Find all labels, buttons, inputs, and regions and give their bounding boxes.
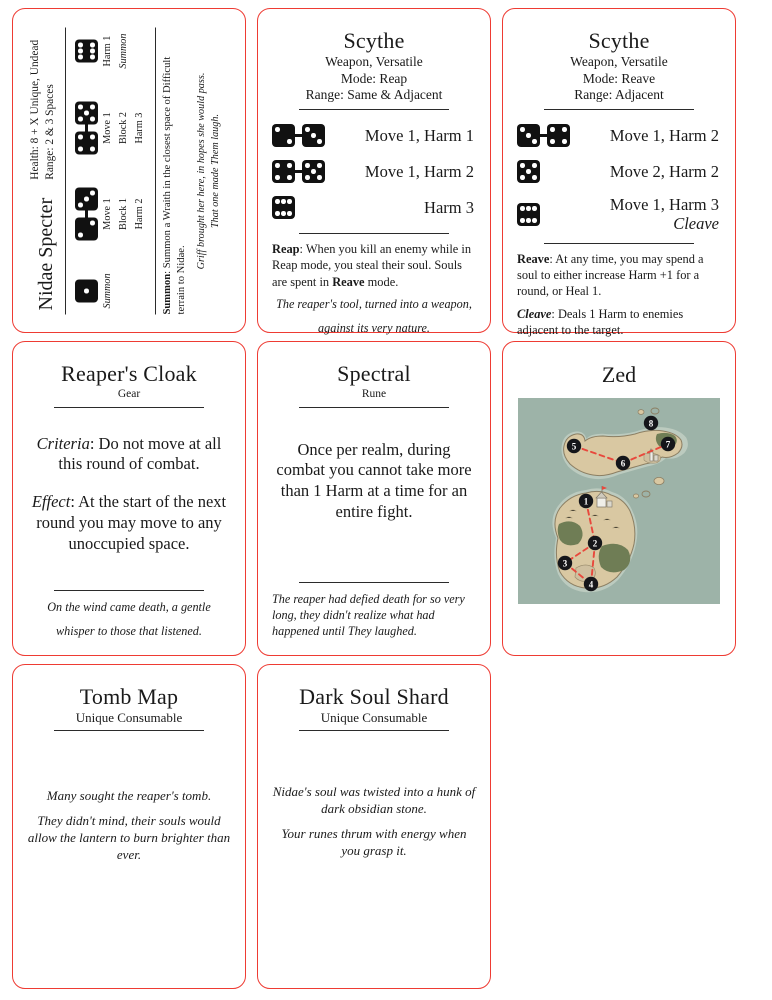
islet-ring bbox=[651, 408, 659, 414]
die-pip bbox=[78, 48, 83, 53]
layout-spacer bbox=[27, 863, 231, 978]
dice-column-6 bbox=[75, 33, 131, 68]
die-pip bbox=[305, 175, 310, 180]
die-pip bbox=[317, 175, 322, 180]
rules-divider bbox=[155, 27, 156, 314]
monster-name: Nidae Specter bbox=[35, 197, 57, 310]
die-group bbox=[75, 39, 98, 62]
die-group bbox=[517, 203, 603, 226]
die-pip bbox=[287, 199, 292, 204]
rules-divider bbox=[299, 233, 450, 234]
card-title: Spectral bbox=[337, 361, 411, 386]
die-pip bbox=[287, 163, 292, 168]
die-face-2 bbox=[75, 217, 98, 240]
rule-paragraph bbox=[27, 492, 231, 554]
flavor-line: Many sought the reaper's tomb. bbox=[46, 787, 212, 803]
rule-keyword: Effect bbox=[31, 492, 71, 512]
die-pip bbox=[90, 48, 95, 53]
die-pip bbox=[550, 127, 555, 132]
die-range-dash-icon bbox=[85, 124, 88, 131]
die-face-2 bbox=[272, 124, 295, 147]
die-pip bbox=[520, 218, 525, 223]
flavor-text bbox=[27, 787, 231, 864]
rotated-card-body bbox=[23, 19, 235, 322]
dice-result-label: Move 1 bbox=[101, 111, 113, 144]
die-pip bbox=[90, 42, 95, 47]
die-pip bbox=[78, 116, 83, 121]
dice-result-list bbox=[517, 124, 721, 233]
die-face-1 bbox=[75, 279, 98, 302]
die-face-3 bbox=[302, 124, 325, 147]
dice-result-label: Move 1, Harm 2 bbox=[609, 125, 719, 145]
die-pip bbox=[287, 139, 292, 144]
svg-text:8: 8 bbox=[648, 418, 654, 429]
die-pip bbox=[90, 104, 95, 109]
layout-spacer bbox=[272, 859, 476, 978]
die-face-5 bbox=[75, 101, 98, 124]
die-pip bbox=[562, 127, 567, 132]
rule-keyword: Reave bbox=[517, 252, 550, 267]
map-svg bbox=[518, 398, 720, 604]
monster-stats bbox=[27, 39, 59, 179]
die-pip bbox=[78, 54, 83, 59]
monster-ability bbox=[161, 27, 189, 314]
dice-column-2-3 bbox=[75, 187, 147, 240]
header-divider bbox=[54, 407, 205, 408]
die-pip bbox=[532, 206, 537, 211]
die-pip bbox=[526, 133, 531, 138]
monster-range-line: Range: 2 & 3 Spaces bbox=[44, 83, 57, 180]
flavor-line: They didn't mind, their souls would allow the lantern to burn brighter than ever. bbox=[27, 812, 231, 862]
rule-text-2: mode. bbox=[364, 274, 399, 289]
die-pip bbox=[281, 199, 286, 204]
die-face-6 bbox=[272, 196, 295, 219]
die-pip bbox=[78, 42, 83, 47]
die-pip bbox=[78, 146, 83, 151]
die-group bbox=[272, 160, 358, 183]
card-title: Reaper's Cloak bbox=[61, 361, 197, 386]
die-pip bbox=[275, 127, 280, 132]
card-rules bbox=[272, 440, 476, 540]
card-type-line: Weapon, Versatile bbox=[325, 53, 423, 69]
die-face-5 bbox=[302, 160, 325, 183]
rule-paragraph bbox=[517, 251, 721, 299]
die-pip bbox=[562, 139, 567, 144]
rule-text: : When you kill an enemy while in Reap mode, you steal their soul. Souls are spent in bbox=[272, 242, 472, 289]
rule-text: : Deals 1 Harm to enemies adjacent to the target. bbox=[517, 306, 684, 337]
dice-result-label: Harm 2 bbox=[134, 198, 146, 229]
map-marker-1[interactable] bbox=[579, 494, 593, 508]
die-pip bbox=[311, 133, 316, 138]
card-slot-empty bbox=[502, 664, 736, 989]
islet bbox=[654, 477, 664, 484]
dice-result-label: Harm 3 bbox=[134, 112, 146, 143]
die-face-5 bbox=[517, 160, 540, 183]
die-face-6 bbox=[517, 203, 540, 226]
die-range-dash-icon bbox=[295, 134, 302, 137]
rules-divider bbox=[544, 243, 695, 244]
header-divider bbox=[54, 730, 205, 731]
map-illustration[interactable] bbox=[518, 398, 720, 604]
rule-keyword: Reap bbox=[272, 242, 300, 257]
die-pip bbox=[281, 211, 286, 216]
header-divider bbox=[299, 109, 450, 110]
die-pip bbox=[84, 196, 89, 201]
rule-paragraph: Once per realm, during combat you cannot take more than 1 Harm at a time for an entire fight. bbox=[276, 439, 472, 521]
die-pip bbox=[526, 218, 531, 223]
monster-header bbox=[27, 27, 59, 314]
die-group bbox=[517, 124, 603, 147]
header-divider bbox=[544, 109, 695, 110]
dice-column-summon bbox=[75, 273, 114, 308]
svg-text:6: 6 bbox=[620, 458, 626, 469]
card-type-line: Weapon, Versatile bbox=[570, 53, 668, 69]
die-pip bbox=[90, 146, 95, 151]
card-title: Scythe bbox=[343, 28, 405, 53]
rule-text: : Do not move at all this round of combat. bbox=[58, 433, 222, 474]
die-pip bbox=[84, 288, 89, 293]
die-pip bbox=[520, 163, 525, 168]
dice-result-label: Move 1, Harm 1 bbox=[364, 125, 474, 145]
card-zed-map[interactable] bbox=[502, 341, 736, 656]
monster-dice-table bbox=[66, 27, 147, 314]
svg-text:5: 5 bbox=[571, 441, 577, 452]
dice-result-main: Move 1, Harm 3 bbox=[609, 195, 719, 215]
rule-keyword: Cleave bbox=[517, 306, 552, 321]
svg-text:4: 4 bbox=[588, 579, 594, 590]
die-pip bbox=[275, 199, 280, 204]
card-type-line: Unique Consumable bbox=[75, 709, 183, 725]
die-pip bbox=[532, 175, 537, 180]
die-range-dash-icon bbox=[295, 170, 302, 173]
flavor-text bbox=[195, 27, 223, 314]
die-pip bbox=[532, 218, 537, 223]
die-pip bbox=[532, 139, 537, 144]
islet bbox=[638, 410, 644, 415]
dice-result-row bbox=[517, 124, 721, 147]
dice-result-row bbox=[272, 124, 476, 147]
die-pip bbox=[317, 139, 322, 144]
rule-text: : At the start of the next round you may move to any unoccupied space. bbox=[36, 492, 227, 553]
card-type-line: Gear bbox=[117, 387, 141, 400]
die-pip bbox=[305, 127, 310, 132]
die-pip bbox=[520, 175, 525, 180]
dice-result-label: Harm 1 bbox=[101, 35, 113, 66]
card-tomb-map[interactable] bbox=[12, 664, 246, 989]
die-pip bbox=[275, 211, 280, 216]
rule-keyword: Criteria bbox=[36, 433, 90, 453]
card-title: Tomb Map bbox=[79, 684, 179, 709]
die-pip bbox=[90, 116, 95, 121]
die-pip bbox=[520, 127, 525, 132]
flavor-divider bbox=[299, 582, 450, 583]
map-marker-3[interactable] bbox=[558, 556, 572, 570]
die-pip bbox=[287, 211, 292, 216]
dice-result-row bbox=[517, 160, 721, 183]
rule-paragraph bbox=[27, 434, 231, 476]
map-marker-2[interactable] bbox=[588, 536, 602, 550]
die-pip bbox=[317, 163, 322, 168]
die-pip bbox=[78, 104, 83, 109]
card-scythe-reave[interactable] bbox=[502, 8, 736, 337]
header-divider bbox=[299, 407, 450, 408]
ability-name: Summon bbox=[161, 273, 173, 314]
die-pip bbox=[78, 134, 83, 139]
map-marker-8[interactable] bbox=[644, 416, 658, 430]
forest-south-east bbox=[599, 544, 631, 573]
dice-result-label: Summon bbox=[101, 272, 113, 308]
islet bbox=[633, 494, 638, 498]
die-pip bbox=[90, 134, 95, 139]
dice-result-label: Block 2 bbox=[118, 111, 130, 144]
ability-text: : Summon a Wraith in the closest space of Difficult terrain to Nidae. bbox=[161, 56, 187, 314]
die-pip bbox=[532, 163, 537, 168]
flavor-text bbox=[272, 591, 476, 639]
card-title: Dark Soul Shard bbox=[299, 684, 449, 709]
die-face-4 bbox=[272, 160, 295, 183]
die-pip bbox=[84, 110, 89, 115]
die-group bbox=[517, 160, 603, 183]
die-pip bbox=[526, 206, 531, 211]
card-nidae-specter[interactable] bbox=[12, 8, 246, 333]
dice-result-row bbox=[272, 196, 476, 219]
flavor-line: against its very nature. bbox=[318, 320, 430, 335]
dice-result-label: Move 1 bbox=[101, 197, 113, 230]
card-title: Zed bbox=[601, 362, 637, 387]
die-group bbox=[75, 279, 98, 302]
rule-keyword-2: Reave bbox=[332, 274, 365, 289]
flavor-divider bbox=[54, 590, 205, 591]
map-marker-4[interactable] bbox=[584, 577, 598, 591]
flavor-line: The reaper's tool, turned into a weapon, bbox=[276, 296, 472, 311]
svg-text:2: 2 bbox=[592, 538, 598, 549]
flavor-line: On the wind came death, a gentle bbox=[47, 599, 211, 614]
card-mode-line: Mode: Reave bbox=[582, 70, 656, 86]
dice-result-label: Move 2, Harm 2 bbox=[609, 161, 719, 181]
die-range-dash-icon bbox=[85, 210, 88, 217]
card-rules bbox=[272, 241, 476, 295]
die-pip bbox=[550, 139, 555, 144]
dice-result-row bbox=[517, 196, 721, 233]
layout-spacer bbox=[272, 540, 476, 577]
map-marker-5[interactable] bbox=[567, 439, 581, 453]
card-rules bbox=[27, 434, 231, 572]
die-range-dash-icon bbox=[540, 134, 547, 137]
card-mode-line: Mode: Reap bbox=[340, 70, 408, 86]
header-divider bbox=[299, 730, 450, 731]
die-pip bbox=[526, 169, 531, 174]
die-group bbox=[75, 101, 98, 154]
die-pip bbox=[78, 232, 83, 237]
die-pip bbox=[90, 54, 95, 59]
flavor-text bbox=[272, 783, 476, 860]
svg-text:7: 7 bbox=[665, 439, 671, 450]
card-range-line: Range: Same & Adjacent bbox=[305, 87, 443, 103]
monster-health-line: Health: 8 + X Unique, Undead bbox=[29, 39, 41, 180]
die-pip bbox=[275, 163, 280, 168]
die-face-3 bbox=[75, 187, 98, 210]
flavor-line: whisper to those that listened. bbox=[56, 623, 202, 638]
flavor-line: Nidae's soul was twisted into a hunk of dark obsidian stone. bbox=[272, 783, 476, 816]
rule-paragraph bbox=[272, 241, 476, 289]
die-pip bbox=[90, 190, 95, 195]
die-group bbox=[272, 196, 358, 219]
card-dark-soul-shard[interactable] bbox=[257, 664, 491, 989]
card-type-line: Unique Consumable bbox=[320, 709, 428, 725]
flavor-text bbox=[27, 599, 231, 639]
die-face-4 bbox=[547, 124, 570, 147]
die-pip bbox=[90, 220, 95, 225]
die-face-4 bbox=[75, 131, 98, 154]
die-pip bbox=[520, 206, 525, 211]
card-spectral[interactable] bbox=[257, 341, 491, 656]
dice-result-label: Move 1, Harm 2 bbox=[364, 161, 474, 181]
card-type-line: Rune bbox=[361, 387, 387, 400]
die-group bbox=[75, 187, 98, 240]
layout-spacer bbox=[27, 571, 231, 584]
dice-result-label: Summon bbox=[118, 33, 130, 69]
die-pip bbox=[287, 175, 292, 180]
flavor-line: The reaper had defied death for so very long, they didn't realize what had happened until They laughed. bbox=[272, 591, 465, 638]
card-rules bbox=[517, 251, 721, 344]
dice-result-label: Harm 3 bbox=[424, 197, 474, 217]
dice-result-row bbox=[272, 160, 476, 183]
card-title: Scythe bbox=[588, 28, 650, 53]
rule-text: : At any time, you may spend a soul to either increase Harm +1 for a round, or Heal 1. bbox=[517, 252, 704, 299]
dice-result-keyword: Cleave bbox=[673, 213, 719, 233]
rule-paragraph bbox=[517, 306, 721, 338]
dice-result-label bbox=[603, 196, 721, 233]
flavor-line: That one made Them laugh. bbox=[210, 113, 222, 228]
card-scythe-reap[interactable] bbox=[257, 8, 491, 333]
dice-column-4-5 bbox=[75, 101, 147, 154]
die-face-3 bbox=[517, 124, 540, 147]
die-pip bbox=[275, 175, 280, 180]
die-pip bbox=[311, 169, 316, 174]
die-face-6 bbox=[75, 39, 98, 62]
card-reapers-cloak[interactable] bbox=[12, 341, 246, 656]
flavor-line: Your runes thrum with energy when you grasp it. bbox=[281, 825, 467, 858]
map-marker-7[interactable] bbox=[661, 437, 675, 451]
svg-text:1: 1 bbox=[583, 496, 589, 507]
die-pip bbox=[78, 202, 83, 207]
die-group bbox=[272, 124, 358, 147]
islet-ring bbox=[642, 491, 650, 497]
flavor-line: Griff brought her here, in hopes she would pass. bbox=[196, 72, 208, 269]
flavor-text bbox=[272, 296, 476, 336]
die-pip bbox=[305, 163, 310, 168]
svg-text:3: 3 bbox=[562, 558, 568, 569]
map-marker-6[interactable] bbox=[616, 456, 630, 470]
dice-result-list bbox=[272, 124, 476, 219]
dice-result-label: Block 1 bbox=[118, 197, 130, 230]
card-range-line: Range: Adjacent bbox=[574, 87, 664, 103]
